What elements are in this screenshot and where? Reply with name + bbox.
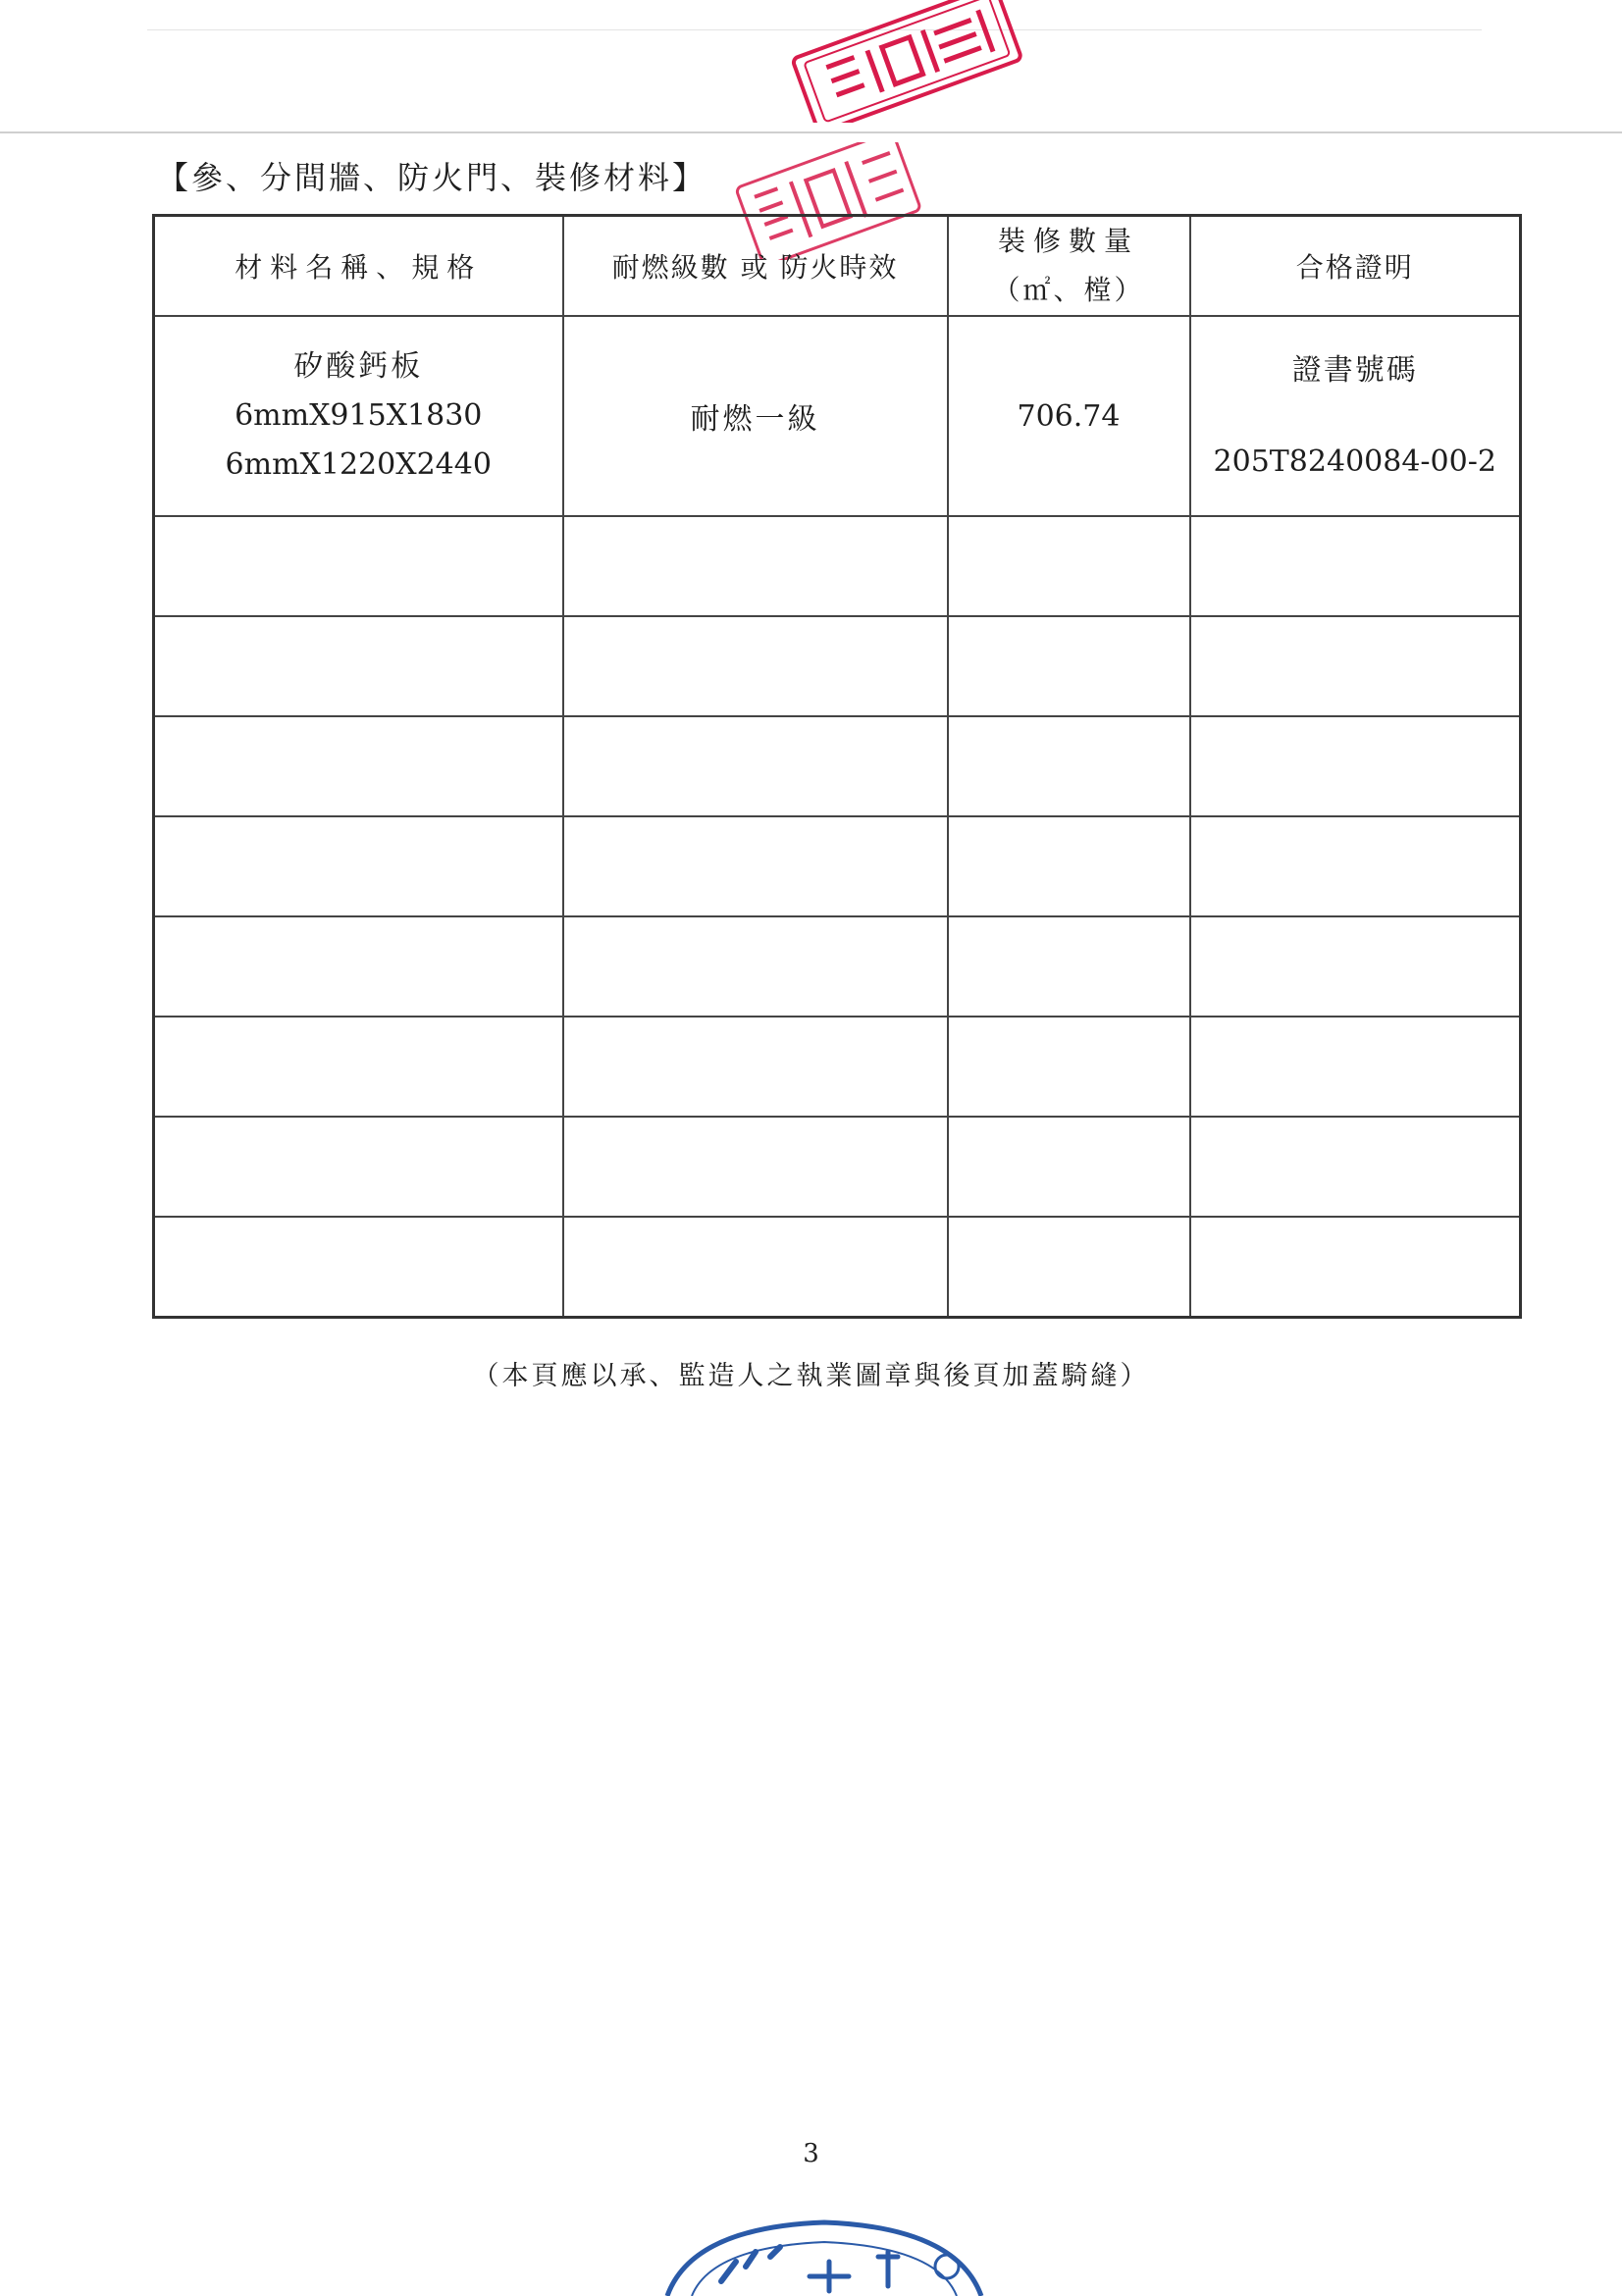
table-row-empty bbox=[154, 1117, 1521, 1217]
blue-seal-stamp-bottom bbox=[653, 2208, 996, 2296]
material-name: 矽酸鈣板 bbox=[293, 349, 424, 384]
materials-table bbox=[152, 214, 1522, 1319]
cell-material bbox=[154, 316, 563, 516]
seal-note: （本頁應以承、監造人之執業圖章與後頁加蓋騎縫） bbox=[472, 1361, 1150, 1391]
header-certificate: 合格證明 bbox=[1190, 216, 1521, 317]
table-row-empty bbox=[154, 1017, 1521, 1117]
certificate-label: 證書號碼 bbox=[1291, 353, 1418, 388]
material-spec-1: 6mmX915X1830 bbox=[235, 398, 483, 433]
table-header-row bbox=[154, 216, 1521, 317]
cell-certificate bbox=[1190, 316, 1521, 516]
table-row-empty bbox=[154, 916, 1521, 1017]
table-row-empty bbox=[154, 816, 1521, 916]
page-number: 3 bbox=[803, 2139, 819, 2168]
certificate-number: 205T8240084-00-2 bbox=[1213, 444, 1496, 479]
table-row-empty bbox=[154, 1217, 1521, 1318]
cell-rating: 耐燃一級 bbox=[563, 316, 948, 516]
red-seal-stamp-top bbox=[780, 0, 1035, 123]
section-heading: 【參、分間牆、防火門、裝修材料】 bbox=[157, 159, 707, 196]
header-quantity bbox=[948, 216, 1190, 317]
table-row bbox=[154, 316, 1521, 516]
header-fire-rating: 耐燃級數 或 防火時效 bbox=[563, 216, 948, 317]
cell-quantity: 706.74 bbox=[948, 316, 1190, 516]
table-row-empty bbox=[154, 716, 1521, 816]
header-quantity-label: 裝修數量 bbox=[997, 225, 1139, 257]
header-material-name: 材料名稱、規格 bbox=[154, 216, 563, 317]
header-quantity-unit: （㎡、樘） bbox=[992, 274, 1145, 306]
table-row-empty bbox=[154, 516, 1521, 616]
page-divider bbox=[0, 131, 1622, 133]
material-spec-2: 6mmX1220X2440 bbox=[225, 447, 492, 482]
table-row-empty bbox=[154, 616, 1521, 716]
